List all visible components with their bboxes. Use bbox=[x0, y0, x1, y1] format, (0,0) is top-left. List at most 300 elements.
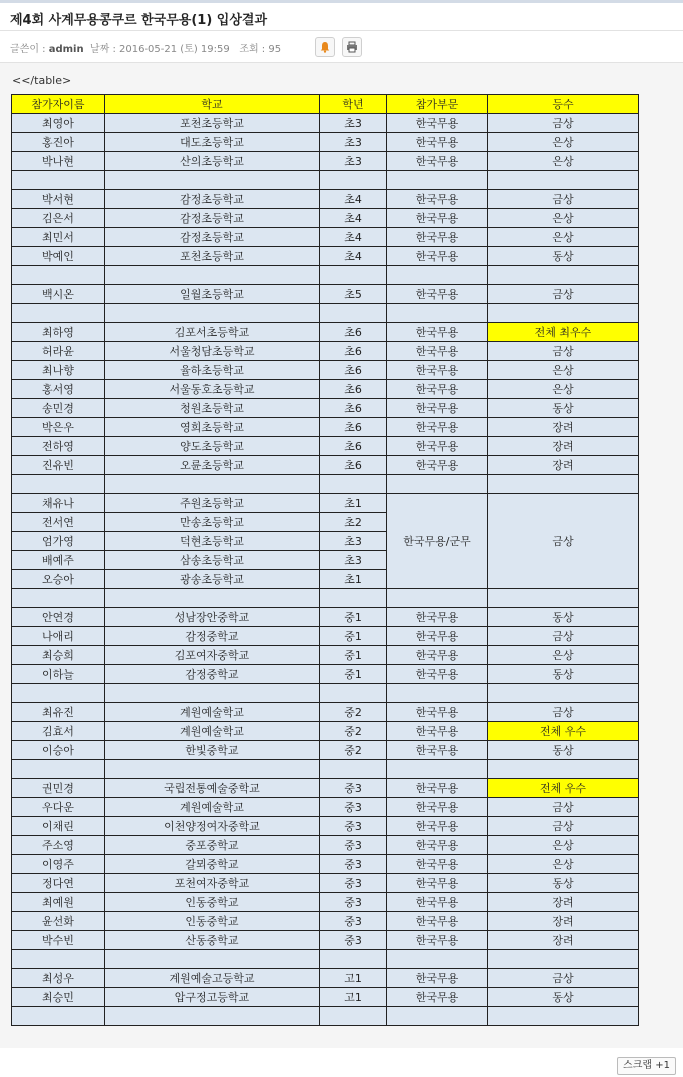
cell-name: 최승희 bbox=[12, 646, 105, 665]
table-row-blank bbox=[12, 1007, 639, 1026]
cell-rank: 은상 bbox=[488, 209, 639, 228]
cell-rank: 은상 bbox=[488, 646, 639, 665]
cell-name: 이하늘 bbox=[12, 665, 105, 684]
cell-category: 한국무용 bbox=[387, 988, 488, 1007]
cell-school: 계원예술고등학교 bbox=[105, 969, 320, 988]
cell-school: 청원초등학교 bbox=[105, 399, 320, 418]
cell-name: 최민서 bbox=[12, 228, 105, 247]
cell-name bbox=[12, 171, 105, 190]
cell-rank: 동상 bbox=[488, 665, 639, 684]
cell-category: 한국무용 bbox=[387, 646, 488, 665]
cell-category: 한국무용 bbox=[387, 152, 488, 171]
cell-school bbox=[105, 950, 320, 969]
cell-category bbox=[387, 589, 488, 608]
header-category: 참가부문 bbox=[387, 95, 488, 114]
cell-name: 최영아 bbox=[12, 114, 105, 133]
cell-rank bbox=[488, 684, 639, 703]
cell-category: 한국무용 bbox=[387, 228, 488, 247]
cell-rank: 은상 bbox=[488, 361, 639, 380]
table-row bbox=[12, 418, 639, 437]
cell-grade: 초6 bbox=[320, 342, 387, 361]
cell-grade: 초4 bbox=[320, 209, 387, 228]
cell-name: 최성우 bbox=[12, 969, 105, 988]
cell-grade bbox=[320, 950, 387, 969]
cell-name bbox=[12, 304, 105, 323]
cell-name: 정다연 bbox=[12, 874, 105, 893]
cell-school: 계원예술학교 bbox=[105, 798, 320, 817]
cell-name: 박나현 bbox=[12, 152, 105, 171]
cell-name bbox=[12, 684, 105, 703]
cell-category bbox=[387, 171, 488, 190]
cell-category: 한국무용 bbox=[387, 114, 488, 133]
cell-rank: 금상 bbox=[488, 817, 639, 836]
cell-name: 김효서 bbox=[12, 722, 105, 741]
cell-rank: 금상 bbox=[488, 342, 639, 361]
post-date: 2016-05-21 (토) 19:59 bbox=[119, 44, 230, 55]
cell-grade: 중3 bbox=[320, 798, 387, 817]
cell-school: 감정초등학교 bbox=[105, 209, 320, 228]
author-label: 글쓴이 : bbox=[10, 44, 49, 55]
cell-category: 한국무용 bbox=[387, 722, 488, 741]
cell-name: 박예인 bbox=[12, 247, 105, 266]
cell-name: 최나향 bbox=[12, 361, 105, 380]
cell-grade bbox=[320, 1007, 387, 1026]
cell-grade: 초2 bbox=[320, 513, 387, 532]
cell-grade: 중1 bbox=[320, 627, 387, 646]
header-participant: 참가자이름 bbox=[12, 95, 105, 114]
table-row bbox=[12, 190, 639, 209]
cell-grade: 초3 bbox=[320, 532, 387, 551]
cell-school: 만송초등학교 bbox=[105, 513, 320, 532]
cell-category: 한국무용 bbox=[387, 323, 488, 342]
cell-school: 일월초등학교 bbox=[105, 285, 320, 304]
table-row-blank bbox=[12, 589, 639, 608]
cell-name: 최승민 bbox=[12, 988, 105, 1007]
cell-rank: 은상 bbox=[488, 152, 639, 171]
cell-school bbox=[105, 304, 320, 323]
cell-grade bbox=[320, 760, 387, 779]
cell-rank: 은상 bbox=[488, 228, 639, 247]
cell-rank: 은상 bbox=[488, 836, 639, 855]
cell-name: 이채린 bbox=[12, 817, 105, 836]
cell-category bbox=[387, 304, 488, 323]
cell-school: 감정초등학교 bbox=[105, 190, 320, 209]
cell-rank: 은상 bbox=[488, 133, 639, 152]
cell-rank: 금상 bbox=[488, 190, 639, 209]
cell-name: 배예주 bbox=[12, 551, 105, 570]
cell-school: 광송초등학교 bbox=[105, 570, 320, 589]
cell-school: 인동중학교 bbox=[105, 912, 320, 931]
table-row bbox=[12, 380, 639, 399]
cell-name: 이승아 bbox=[12, 741, 105, 760]
cell-grade: 중3 bbox=[320, 874, 387, 893]
cell-name bbox=[12, 475, 105, 494]
cell-grade: 초3 bbox=[320, 133, 387, 152]
cell-school: 이천양정여자중학교 bbox=[105, 817, 320, 836]
cell-rank: 장려 bbox=[488, 456, 639, 475]
table-row bbox=[12, 988, 639, 1007]
cell-grade: 중2 bbox=[320, 722, 387, 741]
table-row-blank bbox=[12, 950, 639, 969]
table-row bbox=[12, 931, 639, 950]
table-row-blank bbox=[12, 266, 639, 285]
cell-grade: 중3 bbox=[320, 817, 387, 836]
cell-name bbox=[12, 1007, 105, 1026]
table-row bbox=[12, 342, 639, 361]
cell-rank-highlight: 전체 우수 bbox=[488, 779, 639, 798]
cell-category: 한국무용 bbox=[387, 608, 488, 627]
cell-rank bbox=[488, 1007, 639, 1026]
cell-rank: 금상 bbox=[488, 969, 639, 988]
cell-name: 백시온 bbox=[12, 285, 105, 304]
cell-name: 박서현 bbox=[12, 190, 105, 209]
table-row-blank bbox=[12, 475, 639, 494]
cell-rank: 금상 bbox=[488, 798, 639, 817]
cell-category: 한국무용 bbox=[387, 893, 488, 912]
cell-grade: 초6 bbox=[320, 418, 387, 437]
table-row-blank bbox=[12, 760, 639, 779]
cell-school: 인동중학교 bbox=[105, 893, 320, 912]
cell-school: 산의초등학교 bbox=[105, 152, 320, 171]
cell-category: 한국무용 bbox=[387, 209, 488, 228]
cell-category bbox=[387, 684, 488, 703]
cell-name: 박수빈 bbox=[12, 931, 105, 950]
cell-rank bbox=[488, 760, 639, 779]
cell-school: 김포서초등학교 bbox=[105, 323, 320, 342]
cell-category: 한국무용 bbox=[387, 133, 488, 152]
cell-grade: 중3 bbox=[320, 855, 387, 874]
cell-category: 한국무용 bbox=[387, 190, 488, 209]
cell-rank-highlight: 전체 우수 bbox=[488, 722, 639, 741]
post-meta-bar bbox=[0, 31, 683, 63]
table-row bbox=[12, 779, 639, 798]
cell-name: 권민경 bbox=[12, 779, 105, 798]
table-row bbox=[12, 323, 639, 342]
cell-grade: 초5 bbox=[320, 285, 387, 304]
table-row bbox=[12, 627, 639, 646]
cell-grade: 초3 bbox=[320, 114, 387, 133]
cell-rank: 동상 bbox=[488, 988, 639, 1007]
cell-school: 계원예술학교 bbox=[105, 722, 320, 741]
cell-name: 김은서 bbox=[12, 209, 105, 228]
cell-rank-merged: 금상 bbox=[488, 494, 639, 589]
cell-category: 한국무용 bbox=[387, 380, 488, 399]
cell-name: 최하영 bbox=[12, 323, 105, 342]
cell-rank: 동상 bbox=[488, 247, 639, 266]
cell-name: 홍진아 bbox=[12, 133, 105, 152]
cell-category: 한국무용 bbox=[387, 285, 488, 304]
cell-category: 한국무용 bbox=[387, 247, 488, 266]
cell-name: 최예원 bbox=[12, 893, 105, 912]
cell-category: 한국무용 bbox=[387, 836, 488, 855]
table-row-blank bbox=[12, 171, 639, 190]
cell-category: 한국무용 bbox=[387, 627, 488, 646]
cell-school bbox=[105, 589, 320, 608]
cell-rank: 금상 bbox=[488, 114, 639, 133]
cell-school: 갈뫼중학교 bbox=[105, 855, 320, 874]
table-row bbox=[12, 247, 639, 266]
cell-rank bbox=[488, 171, 639, 190]
cell-school: 산동중학교 bbox=[105, 931, 320, 950]
cell-school: 영희초등학교 bbox=[105, 418, 320, 437]
cell-category: 한국무용 bbox=[387, 874, 488, 893]
cell-name bbox=[12, 266, 105, 285]
table-row bbox=[12, 152, 639, 171]
cell-school: 김포여자중학교 bbox=[105, 646, 320, 665]
cell-name bbox=[12, 760, 105, 779]
table-row bbox=[12, 399, 639, 418]
table-row bbox=[12, 836, 639, 855]
cell-name: 전서연 bbox=[12, 513, 105, 532]
cell-school: 한빛중학교 bbox=[105, 741, 320, 760]
bell-icon bbox=[319, 41, 331, 53]
cell-grade bbox=[320, 171, 387, 190]
cell-school: 오륜초등학교 bbox=[105, 456, 320, 475]
cell-category: 한국무용 bbox=[387, 342, 488, 361]
cell-category bbox=[387, 266, 488, 285]
cell-category: 한국무용 bbox=[387, 817, 488, 836]
post-content bbox=[0, 63, 683, 1048]
cell-category bbox=[387, 760, 488, 779]
header-grade: 학년 bbox=[320, 95, 387, 114]
cell-school: 삼송초등학교 bbox=[105, 551, 320, 570]
table-row bbox=[12, 646, 639, 665]
cell-grade: 초4 bbox=[320, 247, 387, 266]
cell-grade: 초6 bbox=[320, 361, 387, 380]
cell-school: 포천초등학교 bbox=[105, 114, 320, 133]
cell-name bbox=[12, 950, 105, 969]
cell-school bbox=[105, 266, 320, 285]
cell-school bbox=[105, 760, 320, 779]
table-row bbox=[12, 437, 639, 456]
table-row-blank bbox=[12, 304, 639, 323]
cell-category: 한국무용 bbox=[387, 703, 488, 722]
post-title: 제4회 사계무용콩쿠르 한국무용(1) 입상결과 bbox=[10, 13, 268, 28]
cell-name: 최유진 bbox=[12, 703, 105, 722]
cell-rank: 동상 bbox=[488, 874, 639, 893]
cell-grade bbox=[320, 684, 387, 703]
date-label: 날짜 : bbox=[89, 44, 119, 55]
cell-grade bbox=[320, 589, 387, 608]
cell-school: 성남장안중학교 bbox=[105, 608, 320, 627]
header-rank: 등수 bbox=[488, 95, 639, 114]
cell-category: 한국무용 bbox=[387, 456, 488, 475]
cell-grade bbox=[320, 266, 387, 285]
cell-grade bbox=[320, 475, 387, 494]
cell-school: 감정중학교 bbox=[105, 627, 320, 646]
cell-rank bbox=[488, 266, 639, 285]
table-row bbox=[12, 703, 639, 722]
cell-grade: 초3 bbox=[320, 152, 387, 171]
cell-school: 포천여자중학교 bbox=[105, 874, 320, 893]
cell-category: 한국무용 bbox=[387, 399, 488, 418]
cell-category: 한국무용 bbox=[387, 912, 488, 931]
table-row bbox=[12, 722, 639, 741]
cell-grade bbox=[320, 304, 387, 323]
cell-school: 중포중학교 bbox=[105, 836, 320, 855]
cell-grade: 고1 bbox=[320, 969, 387, 988]
cell-grade: 중3 bbox=[320, 912, 387, 931]
table-row bbox=[12, 285, 639, 304]
bell-button[interactable] bbox=[315, 37, 335, 57]
cell-rank bbox=[488, 304, 639, 323]
cell-category: 한국무용 bbox=[387, 361, 488, 380]
table-row bbox=[12, 855, 639, 874]
cell-grade: 초4 bbox=[320, 190, 387, 209]
cell-rank: 장려 bbox=[488, 418, 639, 437]
cell-school: 대도초등학교 bbox=[105, 133, 320, 152]
cell-school bbox=[105, 684, 320, 703]
cell-school bbox=[105, 171, 320, 190]
table-row bbox=[12, 456, 639, 475]
cell-rank: 금상 bbox=[488, 703, 639, 722]
cell-grade: 중1 bbox=[320, 608, 387, 627]
cell-school bbox=[105, 475, 320, 494]
table-row bbox=[12, 665, 639, 684]
table-row bbox=[12, 494, 639, 513]
table-caption-text: <</table> bbox=[12, 74, 72, 87]
cell-category: 한국무용 bbox=[387, 779, 488, 798]
cell-category-merged: 한국무용/군무 bbox=[387, 494, 488, 589]
view-count: 95 bbox=[268, 44, 282, 55]
cell-category bbox=[387, 475, 488, 494]
cell-grade: 중3 bbox=[320, 836, 387, 855]
cell-name: 주소영 bbox=[12, 836, 105, 855]
cell-school: 주원초등학교 bbox=[105, 494, 320, 513]
table-row bbox=[12, 133, 639, 152]
cell-rank: 금상 bbox=[488, 627, 639, 646]
cell-name: 홍서영 bbox=[12, 380, 105, 399]
cell-name: 오승아 bbox=[12, 570, 105, 589]
cell-rank bbox=[488, 475, 639, 494]
cell-rank-highlight: 전체 최우수 bbox=[488, 323, 639, 342]
results-table bbox=[11, 94, 639, 1026]
cell-grade: 중3 bbox=[320, 779, 387, 798]
cell-category: 한국무용 bbox=[387, 741, 488, 760]
cell-rank: 은상 bbox=[488, 380, 639, 399]
cell-school: 서울동호초등학교 bbox=[105, 380, 320, 399]
cell-name: 안연경 bbox=[12, 608, 105, 627]
cell-grade: 초4 bbox=[320, 228, 387, 247]
print-button[interactable] bbox=[342, 37, 362, 57]
cell-grade: 초1 bbox=[320, 494, 387, 513]
cell-grade: 초6 bbox=[320, 456, 387, 475]
cell-name: 윤선화 bbox=[12, 912, 105, 931]
cell-rank bbox=[488, 589, 639, 608]
cell-name: 엄가영 bbox=[12, 532, 105, 551]
table-row bbox=[12, 209, 639, 228]
cell-school: 덕현초등학교 bbox=[105, 532, 320, 551]
cell-name: 진유빈 bbox=[12, 456, 105, 475]
post-title-bar bbox=[0, 3, 683, 31]
print-icon bbox=[346, 41, 358, 53]
cell-rank: 장려 bbox=[488, 893, 639, 912]
cell-rank: 동상 bbox=[488, 399, 639, 418]
cell-name bbox=[12, 589, 105, 608]
cell-name: 허라윤 bbox=[12, 342, 105, 361]
cell-category: 한국무용 bbox=[387, 437, 488, 456]
post-meta bbox=[10, 40, 281, 55]
cell-rank: 은상 bbox=[488, 855, 639, 874]
cell-name: 송민경 bbox=[12, 399, 105, 418]
table-row bbox=[12, 893, 639, 912]
cell-grade: 초6 bbox=[320, 399, 387, 418]
cell-category bbox=[387, 950, 488, 969]
author-name[interactable]: admin bbox=[48, 44, 84, 55]
cell-rank bbox=[488, 950, 639, 969]
cell-school: 국립전통예술중학교 bbox=[105, 779, 320, 798]
cell-name: 채유나 bbox=[12, 494, 105, 513]
cell-rank: 장려 bbox=[488, 437, 639, 456]
cell-grade: 중1 bbox=[320, 665, 387, 684]
table-header-row bbox=[12, 95, 639, 114]
table-row bbox=[12, 798, 639, 817]
cell-name: 이영주 bbox=[12, 855, 105, 874]
cell-name: 박은우 bbox=[12, 418, 105, 437]
cell-school: 양도초등학교 bbox=[105, 437, 320, 456]
cell-grade: 초6 bbox=[320, 323, 387, 342]
cell-name: 나애리 bbox=[12, 627, 105, 646]
cell-rank: 장려 bbox=[488, 931, 639, 950]
cell-rank: 장려 bbox=[488, 912, 639, 931]
cell-rank: 동상 bbox=[488, 608, 639, 627]
cell-grade: 초1 bbox=[320, 570, 387, 589]
cell-category: 한국무용 bbox=[387, 931, 488, 950]
table-row bbox=[12, 969, 639, 988]
header-school: 학교 bbox=[105, 95, 320, 114]
cell-grade: 중3 bbox=[320, 893, 387, 912]
cell-school bbox=[105, 1007, 320, 1026]
cell-grade: 중2 bbox=[320, 741, 387, 760]
cell-school: 압구정고등학교 bbox=[105, 988, 320, 1007]
cell-category: 한국무용 bbox=[387, 855, 488, 874]
cell-category: 한국무용 bbox=[387, 418, 488, 437]
table-row bbox=[12, 912, 639, 931]
cell-grade: 중1 bbox=[320, 646, 387, 665]
cell-grade: 중3 bbox=[320, 931, 387, 950]
table-row bbox=[12, 608, 639, 627]
cell-rank: 동상 bbox=[488, 741, 639, 760]
table-row bbox=[12, 228, 639, 247]
table-row bbox=[12, 741, 639, 760]
table-row bbox=[12, 361, 639, 380]
scrap-button[interactable]: 스크랩 +1 bbox=[617, 1057, 676, 1075]
cell-grade: 중2 bbox=[320, 703, 387, 722]
cell-category: 한국무용 bbox=[387, 665, 488, 684]
cell-category bbox=[387, 1007, 488, 1026]
cell-school: 서울청담초등학교 bbox=[105, 342, 320, 361]
table-row bbox=[12, 874, 639, 893]
cell-category: 한국무용 bbox=[387, 969, 488, 988]
table-row bbox=[12, 114, 639, 133]
cell-name: 우다운 bbox=[12, 798, 105, 817]
cell-name: 전하영 bbox=[12, 437, 105, 456]
table-row bbox=[12, 817, 639, 836]
cell-school: 율하초등학교 bbox=[105, 361, 320, 380]
cell-school: 계원예술학교 bbox=[105, 703, 320, 722]
cell-school: 감정중학교 bbox=[105, 665, 320, 684]
cell-school: 포천초등학교 bbox=[105, 247, 320, 266]
cell-rank: 금상 bbox=[488, 285, 639, 304]
cell-grade: 초3 bbox=[320, 551, 387, 570]
cell-grade: 초6 bbox=[320, 437, 387, 456]
table-row-blank bbox=[12, 684, 639, 703]
cell-grade: 고1 bbox=[320, 988, 387, 1007]
views-label: 조회 : bbox=[239, 44, 269, 55]
cell-category: 한국무용 bbox=[387, 798, 488, 817]
cell-school: 감정초등학교 bbox=[105, 228, 320, 247]
cell-grade: 초6 bbox=[320, 380, 387, 399]
